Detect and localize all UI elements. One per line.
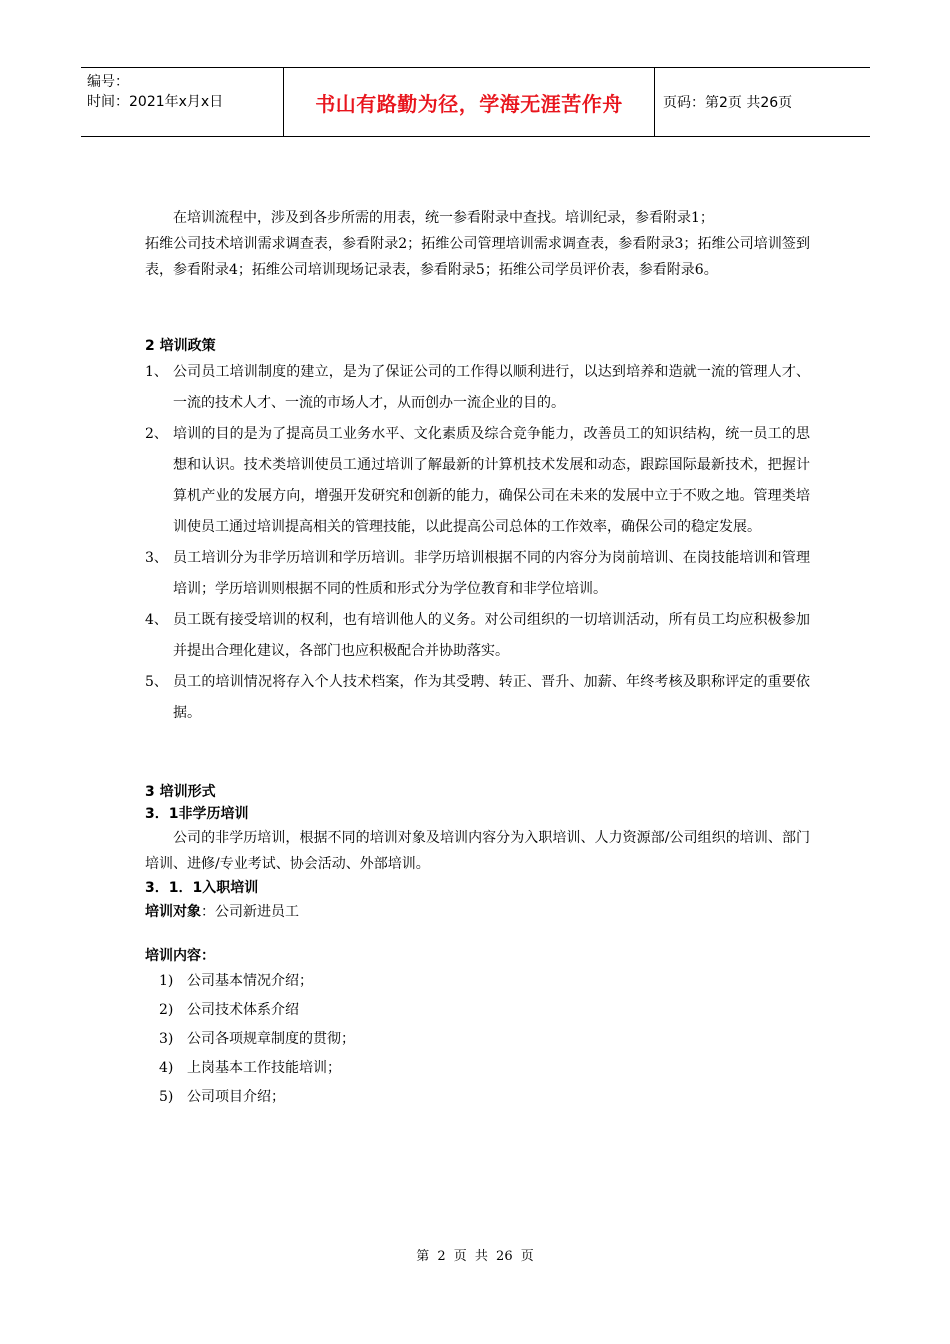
list-item-text: 公司各项规章制度的贯彻； [187, 1031, 355, 1047]
header-motto: 书山有路勤为径，学海无涯苦作舟 [283, 68, 655, 136]
list-item-text: 上岗基本工作技能培训； [187, 1060, 341, 1076]
page-footer: 第 2 页 共 26 页 [416, 1249, 534, 1264]
list-item-text: 培训的目的是为了提高员工业务水平、文化素质及综合竞争能力，改善员工的知识结构，统一员工的思想和认识。技术类培训使员工通过培训了解最新的计算机技术发展和动态，跟踪国际最新技术，把握计算机产业的发展方向，增强开发研究和创新的能力，确保公司在未来的发展中立于不败之地。管理类培训使员工通过培训提高相关的管理技能，以此提高公司总体的工作效率，确保公司的稳定发展。 [173, 426, 810, 535]
training-target [145, 899, 810, 925]
list-item [159, 1083, 810, 1112]
training-target-label: 培训对象 [145, 904, 201, 920]
list-item [145, 667, 810, 729]
list-item-number: 1) [159, 973, 174, 989]
intro-paragraph-2: 拓维公司技术培训需求调查表，参看附录2；拓维公司管理培训需求调查表，参看附录3；拓维公司培训签到表，参看附录4；拓维公司培训现场记录表，参看附录5；拓维公司学员评价表，参看附录6。 [145, 236, 810, 278]
training-content-label: 培训内容： [145, 948, 215, 964]
training-content-list [145, 967, 810, 1112]
list-item [159, 1025, 810, 1054]
intro-paragraph-1: 在培训流程中，涉及到各步所需的用表，统一参看附录中查找。培训纪录，参看附录1； [173, 210, 714, 226]
section-heading-forms: 3 培训形式 [145, 784, 216, 800]
list-item-number: 4、 [145, 612, 168, 628]
list-item [159, 1054, 810, 1083]
header-page-info: 页码：第2页 共26页 [663, 95, 793, 111]
section-heading-policy: 2 培训政策 [145, 338, 216, 354]
list-item-number: 1、 [145, 364, 168, 380]
document-date: 时间：2021年x月x日 [87, 94, 224, 110]
subsubsection-heading: 3．1．1入职培训 [145, 880, 259, 896]
list-item [145, 605, 810, 667]
list-item-number: 3) [159, 1031, 174, 1047]
subsection-paragraph: 公司的非学历培训，根据不同的培训对象及培训内容分为入职培训、人力资源部/公司组织的培训、部门培训、进修/专业考试、协会活动、外部培训。 [145, 830, 810, 872]
list-item-number: 3、 [145, 550, 168, 566]
list-item-text: 员工既有接受培训的权利，也有培训他人的义务。对公司组织的一切培训活动，所有员工均应积极参加并提出合理化建议，各部门也应积极配合并协助落实。 [173, 612, 810, 659]
list-item-number: 2) [159, 1002, 174, 1018]
training-target-value: ：公司新进员工 [201, 904, 299, 920]
list-item [159, 967, 810, 996]
list-item-number: 5) [159, 1089, 174, 1105]
list-item [159, 996, 810, 1025]
list-item-text: 员工培训分为非学历培训和学历培训。非学历培训根据不同的内容分为岗前培训、在岗技能培训和管理培训；学历培训则根据不同的性质和形式分为学位教育和非学位培训。 [173, 550, 810, 597]
list-item-number: 4) [159, 1060, 174, 1076]
page-header [81, 67, 870, 137]
list-item-text: 公司基本情况介绍； [187, 973, 313, 989]
list-item-text: 员工的培训情况将存入个人技术档案，作为其受聘、转正、晋升、加薪、年终考核及职称评定的重要依据。 [173, 674, 810, 721]
subsection-heading: 3．1非学历培训 [145, 806, 249, 822]
list-item [145, 543, 810, 605]
list-item-text: 公司技术体系介绍 [187, 1002, 299, 1018]
list-item-text: 公司项目介绍； [187, 1089, 285, 1105]
policy-list [145, 357, 810, 729]
list-item-text: 公司员工培训制度的建立，是为了保证公司的工作得以顺利进行，以达到培养和造就一流的管理人才、一流的技术人才、一流的市场人才，从而创办一流企业的目的。 [173, 364, 810, 411]
document-body [145, 205, 810, 1112]
header-meta [81, 68, 283, 136]
list-item-number: 5、 [145, 674, 168, 690]
list-item-number: 2、 [145, 426, 168, 442]
list-item [145, 419, 810, 543]
document-number-label: 编号： [87, 74, 129, 90]
list-item [145, 357, 810, 419]
